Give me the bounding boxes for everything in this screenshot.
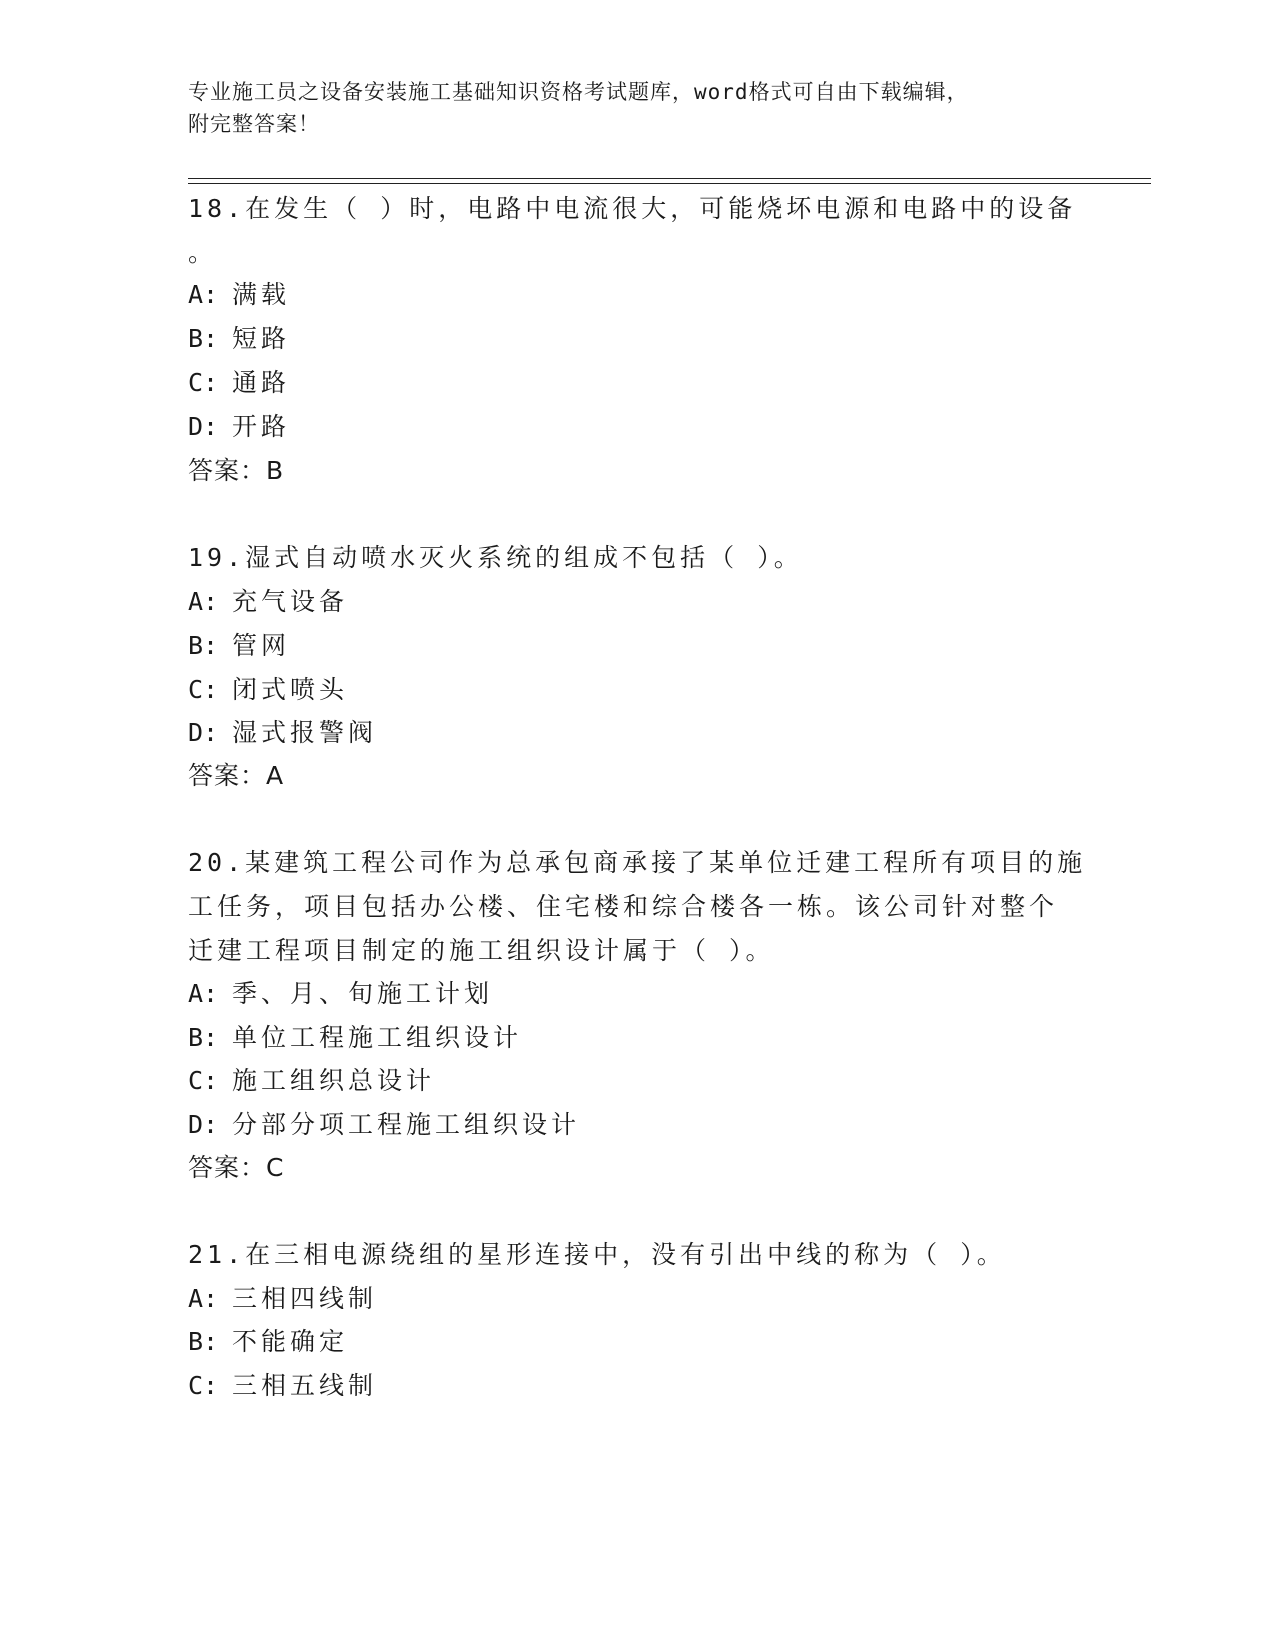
header-divider-top [188,178,1151,179]
question-19-option-c [188,670,348,706]
option-label: B: [188,1023,219,1052]
document-header [188,76,1088,140]
option-text: 管网 [232,631,291,660]
question-21-option-c [188,1366,377,1402]
option-text: 不能确定 [232,1327,349,1356]
question-19-option-a [188,582,348,618]
option-label: D: [188,412,219,441]
header-divider-bottom [188,183,1151,184]
question-20-option-a [188,974,493,1010]
option-label: B: [188,324,219,353]
question-20-stem-line-2: 工任务，项目包括办公楼、住宅楼和综合楼各一栋。该公司针对整个 [188,892,1059,921]
option-text: 湿式报警阀 [232,718,378,747]
option-text: 满载 [232,280,291,309]
question-18-stem-line-2: 。 [188,238,218,267]
option-label: A: [188,1284,219,1313]
option-text: 施工组织总设计 [232,1066,436,1095]
option-text: 闭式喷头 [232,675,349,704]
question-21-option-a [188,1279,377,1315]
option-text: 开路 [232,412,291,441]
option-label: D: [188,718,219,747]
option-label: B: [188,631,219,660]
question-18-option-d [188,407,290,443]
option-text: 分部分项工程施工组织设计 [232,1110,581,1139]
option-label: B: [188,1327,219,1356]
option-label: A: [188,280,219,309]
question-19-option-b [188,626,290,662]
option-label: A: [188,587,219,616]
option-text: 三相五线制 [232,1371,378,1400]
option-text: 短路 [232,324,291,353]
question-20-option-c [188,1061,435,1097]
option-label: C: [188,1066,219,1095]
question-19-stem-line-1: 19.湿式自动喷水灭火系统的组成不包括（ ）。 [188,543,803,572]
option-text: 通路 [232,368,291,397]
option-text: 充气设备 [232,587,349,616]
option-text: 季、月、旬施工计划 [232,979,494,1008]
option-label: D: [188,1110,219,1139]
option-text: 单位工程施工组织设计 [232,1023,523,1052]
question-18-option-a [188,275,290,311]
question-18-option-b [188,319,290,355]
option-label: C: [188,675,219,704]
header-line-1: 专业施工员之设备安装施工基础知识资格考试题库，word格式可自由下载编辑， [188,80,969,104]
question-20-stem-line-3: 迁建工程项目制定的施工组织设计属于（ ）。 [188,936,775,965]
question-20-stem-line-1: 20.某建筑工程公司作为总承包商承接了某单位迁建工程所有项目的施 [188,848,1087,877]
question-19-answer: 答案：A [188,761,285,790]
option-label: C: [188,368,219,397]
question-18-answer: 答案：B [188,456,285,485]
question-21-stem-line-1: 21.在三相电源绕组的星形连接中，没有引出中线的称为（ ）。 [188,1240,1006,1269]
question-18-stem-line-1: 18.在发生（ ）时，电路中电流很大，可能烧坏电源和电路中的设备 [188,194,1077,223]
question-19-option-d [188,713,377,749]
question-20-option-d [188,1105,580,1141]
header-line-2: 附完整答案！ [188,112,320,136]
option-label: A: [188,979,219,1008]
option-label: C: [188,1371,219,1400]
option-text: 三相四线制 [232,1284,378,1313]
question-21-option-b [188,1322,348,1358]
question-18-option-c [188,363,290,399]
question-20-answer: 答案：C [188,1153,285,1182]
question-20-option-b [188,1018,522,1054]
